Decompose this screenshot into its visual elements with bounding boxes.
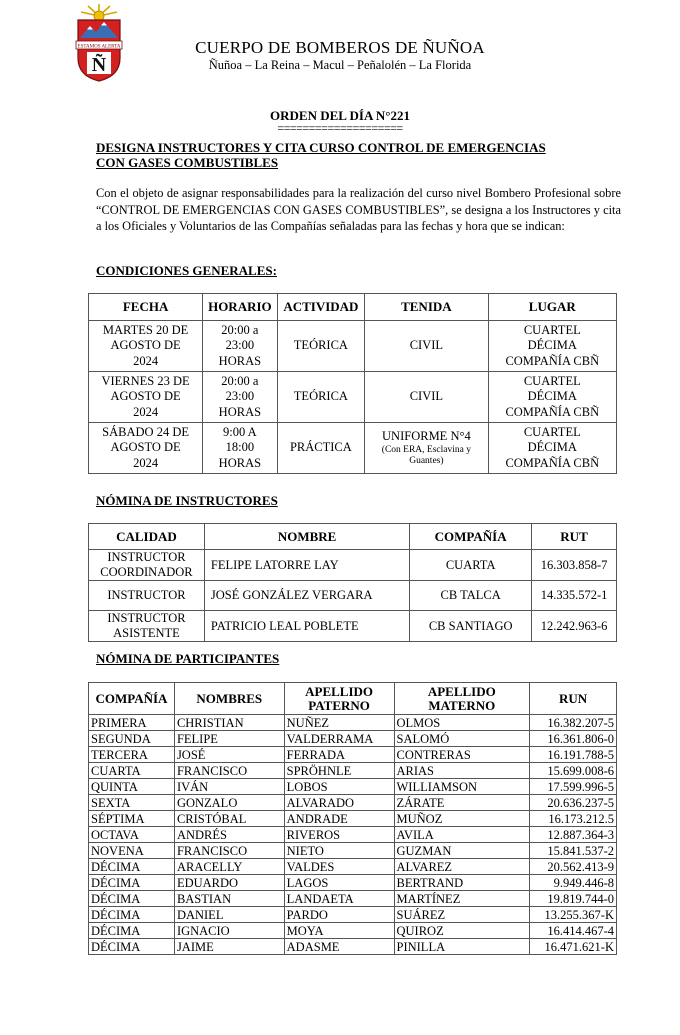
participant-row <box>89 907 617 923</box>
col-header: HORARIO <box>203 294 277 321</box>
materno-cell: QUIROZ <box>394 923 530 939</box>
paterno-cell: LAGOS <box>284 875 394 891</box>
participant-row <box>89 747 617 763</box>
svg-text:Ñ: Ñ <box>91 54 107 76</box>
nombre-cell: FELIPE LATORRE LAY <box>204 550 409 581</box>
run-cell: 16.471.621-K <box>530 939 617 955</box>
paterno-cell: MOYA <box>284 923 394 939</box>
run-cell: 16.361.806-0 <box>530 731 617 747</box>
participant-row <box>89 795 617 811</box>
run-cell: 20.636.237-5 <box>530 795 617 811</box>
conditions-row <box>89 423 617 474</box>
calidad-cell: INSTRUCTOR ASISTENTE <box>89 611 205 642</box>
col-header: CALIDAD <box>89 524 205 550</box>
nombres-cell: GONZALO <box>174 795 284 811</box>
run-cell: 9.949.446-8 <box>530 875 617 891</box>
compania-cell: DÉCIMA <box>89 891 175 907</box>
participant-row <box>89 811 617 827</box>
instructor-row <box>89 550 617 581</box>
col-header: TENIDA <box>365 294 488 321</box>
compania-cell: DÉCIMA <box>89 939 175 955</box>
lugar-cell: CUARTEL DÉCIMA COMPAÑÍA CBÑ <box>488 372 616 423</box>
materno-cell: WILLIAMSON <box>394 779 530 795</box>
participant-row <box>89 859 617 875</box>
nombres-cell: FRANCISCO <box>174 763 284 779</box>
participant-row <box>89 763 617 779</box>
materno-cell: ALVAREZ <box>394 859 530 875</box>
tenida-cell <box>365 423 488 474</box>
paterno-cell: VALDES <box>284 859 394 875</box>
run-cell: 17.599.996-5 <box>530 779 617 795</box>
instructors-header-row <box>89 524 617 550</box>
materno-cell: MARTÍNEZ <box>394 891 530 907</box>
participants-table <box>88 682 617 955</box>
calidad-cell: INSTRUCTOR COORDINADOR <box>89 550 205 581</box>
compania-cell: SEGUNDA <box>89 731 175 747</box>
instructor-row <box>89 581 617 611</box>
nombres-cell: IGNACIO <box>174 923 284 939</box>
paterno-cell: RIVEROS <box>284 827 394 843</box>
instructor-row <box>89 611 617 642</box>
col-header: FECHA <box>89 294 203 321</box>
compania-cell: PRIMERA <box>89 715 175 731</box>
run-cell: 16.382.207-5 <box>530 715 617 731</box>
col-header: NOMBRES <box>174 683 284 715</box>
order-title: ORDEN DEL DÍA N°221 <box>270 108 410 123</box>
rut-cell: 14.335.572-1 <box>532 581 617 611</box>
compania-cell: DÉCIMA <box>89 923 175 939</box>
participant-row <box>89 923 617 939</box>
compania-cell: DÉCIMA <box>89 907 175 923</box>
materno-cell: OLMOS <box>394 715 530 731</box>
nombres-cell: JAIME <box>174 939 284 955</box>
materno-cell: CONTRERAS <box>394 747 530 763</box>
tenida-cell: CIVIL <box>365 321 488 372</box>
nombres-cell: CRISTÓBAL <box>174 811 284 827</box>
paterno-cell: PARDO <box>284 907 394 923</box>
compania-cell: SEXTA <box>89 795 175 811</box>
run-cell: 15.699.008-6 <box>530 763 617 779</box>
fecha-cell: MARTES 20 DE AGOSTO DE 2024 <box>89 321 203 372</box>
horario-cell: 9:00 A 18:00 HORAS <box>203 423 277 474</box>
organization-communes: Ñuñoa – La Reina – Macul – Peñalolén – La Florida <box>208 58 472 72</box>
actividad-cell: TEÓRICA <box>277 321 365 372</box>
materno-cell: ZÁRATE <box>394 795 530 811</box>
nombre-cell: JOSÉ GONZÁLEZ VERGARA <box>204 581 409 611</box>
tenida-note: (Con ERA, Esclavina y Guantes) <box>381 444 471 466</box>
nombres-cell: ANDRÉS <box>174 827 284 843</box>
paterno-cell: ADASME <box>284 939 394 955</box>
tenida-cell: CIVIL <box>365 372 488 423</box>
rut-cell: 16.303.858-7 <box>532 550 617 581</box>
col-header: COMPAÑÍA <box>89 683 175 715</box>
participant-row <box>89 891 617 907</box>
actividad-cell: TEÓRICA <box>277 372 365 423</box>
compania-cell: SÉPTIMA <box>89 811 175 827</box>
compania-cell: NOVENA <box>89 843 175 859</box>
col-header: APELLIDO MATERNO <box>394 683 530 715</box>
col-header: NOMBRE <box>204 524 409 550</box>
participant-row <box>89 875 617 891</box>
compania-cell: CB TALCA <box>410 581 532 611</box>
run-cell: 19.819.744-0 <box>530 891 617 907</box>
compania-cell: CUARTA <box>410 550 532 581</box>
participant-row <box>89 939 617 955</box>
nombres-cell: EDUARDO <box>174 875 284 891</box>
compania-cell: QUINTA <box>89 779 175 795</box>
paterno-cell: SPRÖHNLE <box>284 763 394 779</box>
nombres-cell: IVÁN <box>174 779 284 795</box>
svg-text:ESTAMOS ALERTA: ESTAMOS ALERTA <box>77 44 121 50</box>
paterno-cell: ANDRADE <box>284 811 394 827</box>
paterno-cell: NIETO <box>284 843 394 859</box>
order-title-rule: ==================== <box>277 121 403 135</box>
horario-cell: 20:00 a 23:00 HORAS <box>203 321 277 372</box>
compania-cell: DÉCIMA <box>89 875 175 891</box>
materno-cell: MUÑOZ <box>394 811 530 827</box>
materno-cell: SUÁREZ <box>394 907 530 923</box>
compania-cell: TERCERA <box>89 747 175 763</box>
fecha-cell: SÁBADO 24 DE AGOSTO DE 2024 <box>89 423 203 474</box>
intro-paragraph: Con el objeto de asignar responsabilidades para la realización del curso nivel Bombero Profesional sobre “CONTROL DE EMERGENCIAS CON GASES COMBUSTIBLES”, se designa a los Instructores y cita a los Oficiales y Voluntarios de las Compañías señaladas para las fechas y hora que se indican: <box>96 186 621 233</box>
conditions-table <box>88 293 617 474</box>
lugar-cell: CUARTEL DÉCIMA COMPAÑÍA CBÑ <box>488 321 616 372</box>
paterno-cell: FERRADA <box>284 747 394 763</box>
nombres-cell: JOSÉ <box>174 747 284 763</box>
run-cell: 13.255.367-K <box>530 907 617 923</box>
participant-row <box>89 715 617 731</box>
nombres-cell: FELIPE <box>174 731 284 747</box>
rut-cell: 12.242.963-6 <box>532 611 617 642</box>
fire-brigade-crest-icon <box>74 2 124 82</box>
subject-line-1: DESIGNA INSTRUCTORES Y CITA CURSO CONTROL DE EMERGENCIAS <box>96 140 546 155</box>
nombres-cell: BASTIAN <box>174 891 284 907</box>
col-header: COMPAÑÍA <box>410 524 532 550</box>
materno-cell: SALOMÓ <box>394 731 530 747</box>
participant-row <box>89 843 617 859</box>
conditions-row <box>89 321 617 372</box>
compania-cell: DÉCIMA <box>89 859 175 875</box>
compania-cell: CB SANTIAGO <box>410 611 532 642</box>
materno-cell: PINILLA <box>394 939 530 955</box>
fecha-cell: VIERNES 23 DE AGOSTO DE 2024 <box>89 372 203 423</box>
nombres-cell: DANIEL <box>174 907 284 923</box>
tenida-label: UNIFORME N°4 <box>382 429 471 444</box>
subject-line-2: CON GASES COMBUSTIBLES <box>96 155 279 170</box>
compania-cell: CUARTA <box>89 763 175 779</box>
participant-row <box>89 779 617 795</box>
paterno-cell: LOBOS <box>284 779 394 795</box>
participants-body <box>89 715 617 955</box>
conditions-row <box>89 372 617 423</box>
col-header: RUT <box>532 524 617 550</box>
run-cell: 16.414.467-4 <box>530 923 617 939</box>
conditions-heading: CONDICIONES GENERALES: <box>96 263 277 278</box>
nombres-cell: CHRISTIAN <box>174 715 284 731</box>
calidad-cell: INSTRUCTOR <box>89 581 205 611</box>
nombres-cell: FRANCISCO <box>174 843 284 859</box>
nombre-cell: PATRICIO LEAL POBLETE <box>204 611 409 642</box>
run-cell: 15.841.537-2 <box>530 843 617 859</box>
organization-name: CUERPO DE BOMBEROS DE ÑUÑOA <box>195 38 485 57</box>
actividad-cell: PRÁCTICA <box>277 423 365 474</box>
run-cell: 20.562.413-9 <box>530 859 617 875</box>
run-cell: 16.191.788-5 <box>530 747 617 763</box>
subject-heading <box>96 140 596 170</box>
paterno-cell: VALDERRAMA <box>284 731 394 747</box>
materno-cell: ARIAS <box>394 763 530 779</box>
run-cell: 16.173.212.5 <box>530 811 617 827</box>
compania-cell: OCTAVA <box>89 827 175 843</box>
participant-row <box>89 827 617 843</box>
materno-cell: BERTRAND <box>394 875 530 891</box>
horario-cell: 20:00 a 23:00 HORAS <box>203 372 277 423</box>
participant-row <box>89 731 617 747</box>
paterno-cell: NUÑEZ <box>284 715 394 731</box>
run-cell: 12.887.364-3 <box>530 827 617 843</box>
col-header: LUGAR <box>488 294 616 321</box>
nombres-cell: ARACELLY <box>174 859 284 875</box>
col-header: APELLIDO PATERNO <box>284 683 394 715</box>
paterno-cell: ALVARADO <box>284 795 394 811</box>
paterno-cell: LANDAETA <box>284 891 394 907</box>
col-header: ACTIVIDAD <box>277 294 365 321</box>
col-header: RUN <box>530 683 617 715</box>
participants-heading: NÓMINA DE PARTICIPANTES <box>96 651 280 666</box>
conditions-header-row <box>89 294 617 321</box>
lugar-cell: CUARTEL DÉCIMA COMPAÑÍA CBÑ <box>488 423 616 474</box>
instructors-table <box>88 523 617 642</box>
materno-cell: GUZMAN <box>394 843 530 859</box>
instructors-heading: NÓMINA DE INSTRUCTORES <box>96 493 278 508</box>
materno-cell: AVILA <box>394 827 530 843</box>
participants-header-row <box>89 683 617 715</box>
